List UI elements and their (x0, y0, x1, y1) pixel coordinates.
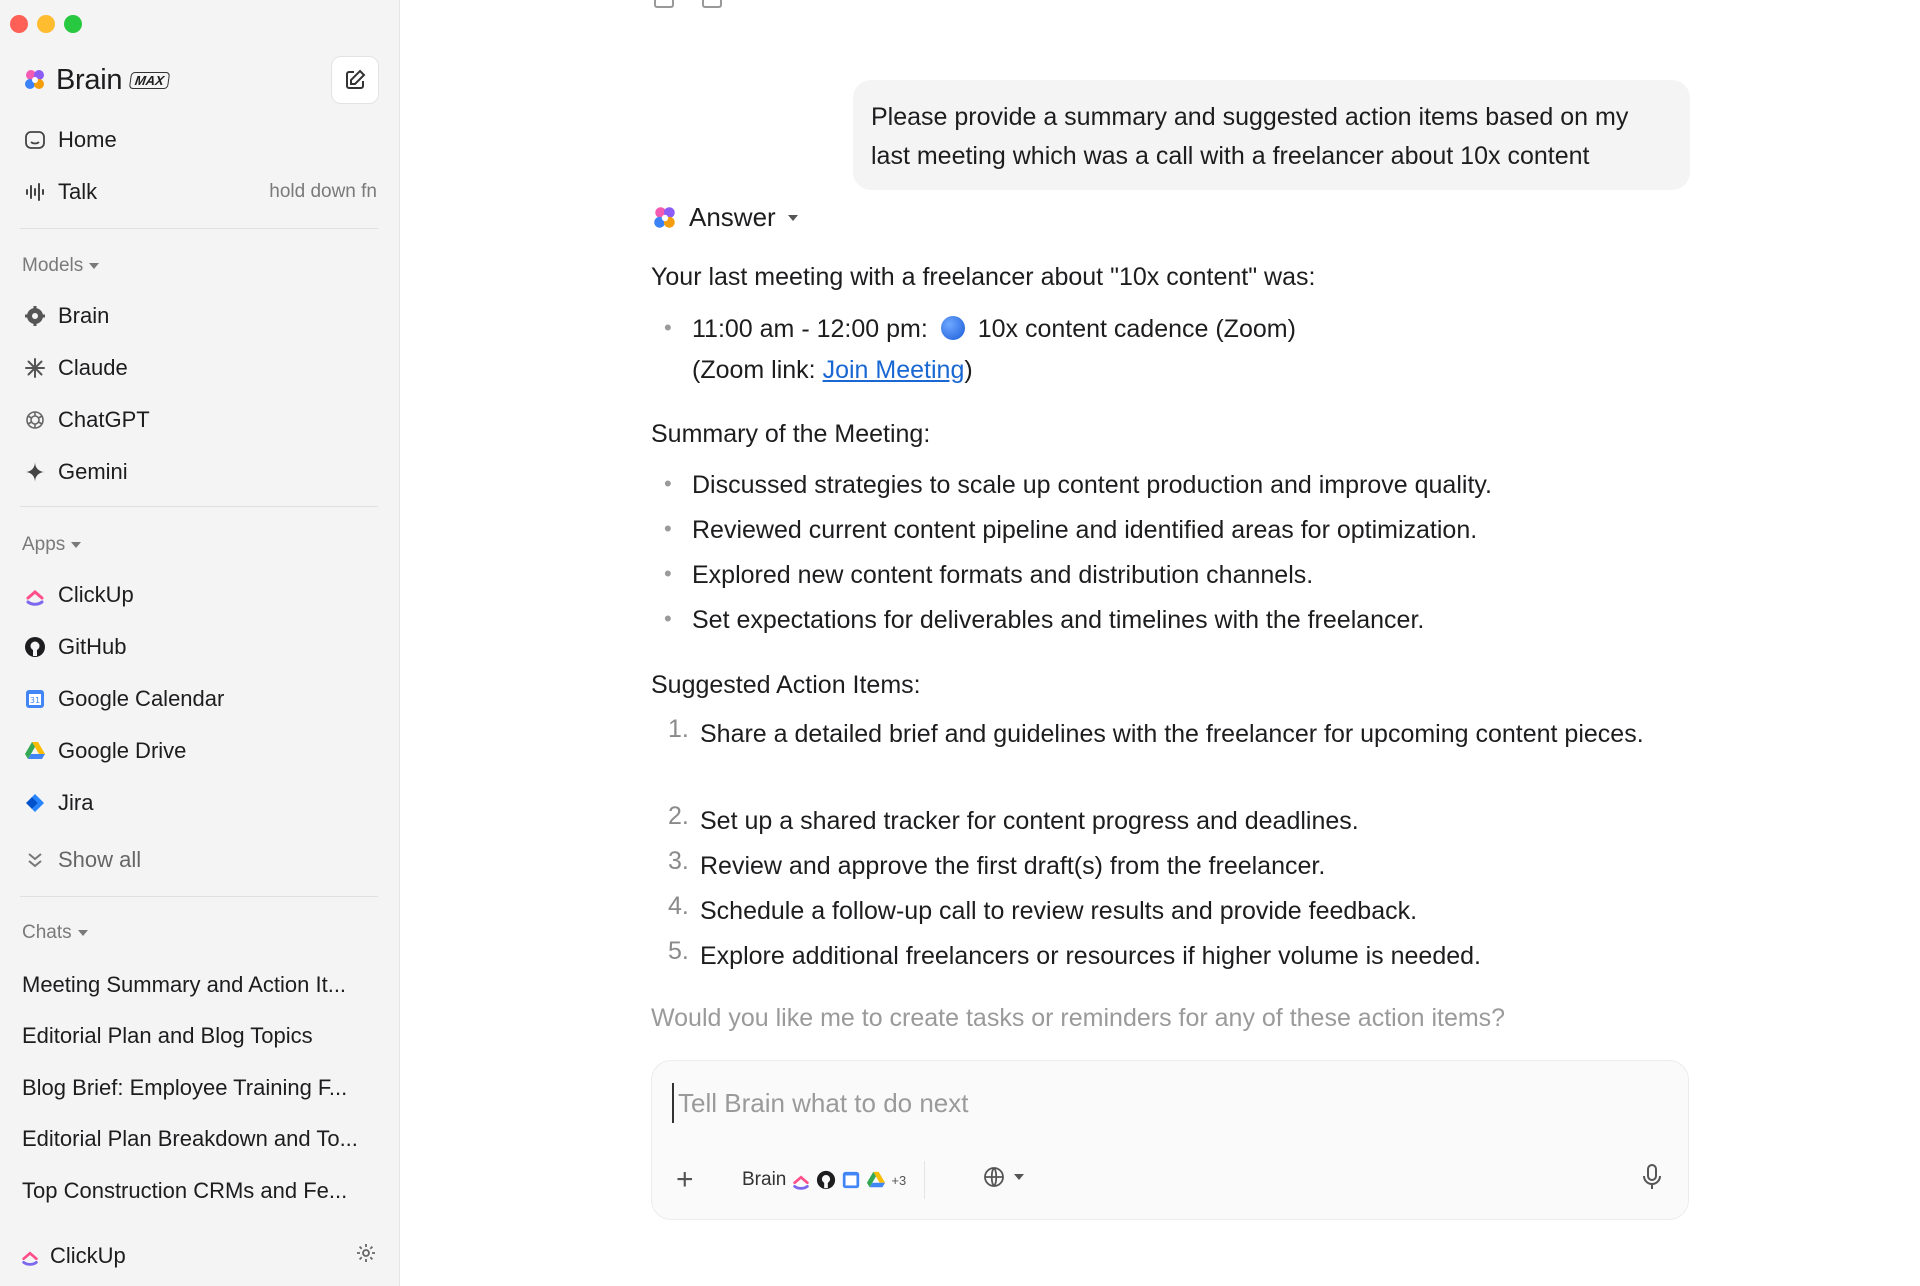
summary-item (664, 561, 1313, 590)
action-text: Share a detailed brief and guidelines with the freelancer for upcoming content pieces. (700, 720, 1644, 748)
followup-question: Would you like me to create tasks or reminders for any of these action items? (651, 1004, 1506, 1032)
web-search-toggle[interactable] (982, 1165, 1024, 1189)
waveform-icon (22, 179, 48, 205)
summary-item-text: Set expectations for deliverables and timelines with the freelancer. (692, 606, 1425, 634)
talk-shortcut-hint: hold down fn (269, 181, 377, 202)
chevron-down-icon (71, 542, 81, 548)
bullet: • (664, 516, 672, 541)
window-controls (10, 15, 82, 33)
chevron-down-icon (78, 930, 88, 936)
jira-icon (22, 790, 48, 816)
plan-badge: MAX (129, 72, 170, 89)
models-section-label: Models (22, 255, 84, 276)
chat-history-item[interactable]: Top Construction CRMs and Fe... (22, 1178, 348, 1203)
close-window-button[interactable] (10, 15, 28, 33)
summary-heading: Summary of the Meeting: (651, 420, 931, 448)
summary-item-text: Discussed strategies to scale up content production and improve quality. (692, 471, 1492, 499)
google-drive-icon (866, 1170, 886, 1190)
apps-section-toggle[interactable] (22, 534, 81, 556)
app-item-google-calendar[interactable] (22, 677, 377, 721)
sidebar-divider (20, 506, 378, 507)
globe-icon (982, 1165, 1006, 1189)
model-label: Brain (742, 1169, 787, 1190)
meeting-time: 11:00 am - 12:00 pm: (692, 315, 928, 343)
chevron-down-icon (1014, 1174, 1024, 1180)
model-item-chatgpt[interactable] (22, 398, 377, 442)
microphone-button[interactable] (1640, 1163, 1664, 1196)
brand-name: Brain (56, 63, 123, 96)
action-number: 5. (668, 937, 689, 965)
chat-history-item[interactable]: Blog Brief: Employee Training F... (22, 1075, 348, 1100)
workspace-name[interactable]: ClickUp (50, 1243, 126, 1268)
clickup-icon (22, 582, 48, 608)
action-text: Set up a shared tracker for content progress and deadlines. (700, 807, 1359, 835)
zoom-link-line (692, 356, 973, 385)
brand-header (22, 58, 379, 102)
google-calendar-icon (22, 686, 48, 712)
sidebar-divider (20, 228, 378, 229)
model-item-label: Brain (58, 303, 110, 328)
bullet: • (664, 561, 672, 586)
app-item-clickup[interactable] (22, 573, 377, 617)
answer-intro: Your last meeting with a freelancer about "10x content" was: (651, 263, 1316, 291)
svg-text:31: 31 (29, 696, 41, 705)
show-all-apps-button[interactable] (22, 838, 377, 882)
bullet: • (664, 315, 672, 340)
action-number: 4. (668, 892, 689, 920)
composer (651, 1060, 1689, 1220)
app-item-label: ClickUp (58, 582, 134, 607)
chat-history-item[interactable]: Meeting Summary and Action It... (22, 972, 347, 997)
app-item-label: Jira (58, 790, 94, 815)
actions-heading: Suggested Action Items: (651, 671, 921, 699)
extra-apps-count: +3 (891, 1172, 907, 1188)
chat-history-item[interactable]: Editorial Plan and Blog Topics (22, 1023, 313, 1048)
action-text: Schedule a follow-up call to review results and provide feedback. (700, 897, 1418, 925)
nav-home[interactable] (22, 118, 377, 162)
summary-item (664, 471, 1492, 500)
nav-talk[interactable] (22, 170, 377, 214)
action-item (668, 802, 1660, 841)
action-number: 1. (668, 715, 689, 743)
apps-section-label: Apps (22, 534, 66, 555)
action-text: Explore additional freelancers or resources if higher volume is needed. (700, 942, 1481, 970)
app-item-google-drive[interactable] (22, 729, 377, 773)
app-item-label: Google Drive (58, 738, 187, 763)
action-item (668, 892, 1660, 931)
minimize-window-button[interactable] (37, 15, 55, 33)
bullet: • (664, 471, 672, 496)
chevron-down-icon (788, 215, 798, 221)
action-text: Review and approve the first draft(s) from the freelancer. (700, 852, 1326, 880)
prompt-input[interactable] (672, 1083, 1632, 1123)
workspace-footer (20, 1236, 377, 1276)
chevron-down-icon (89, 263, 99, 269)
gear-icon[interactable] (355, 1242, 377, 1270)
answer-label: Answer (689, 202, 776, 232)
zoom-prefix: (Zoom link: (692, 356, 823, 384)
copy-icon[interactable] (654, 0, 674, 8)
clickup-icon (791, 1170, 811, 1190)
google-calendar-icon (841, 1170, 861, 1190)
app-item-github[interactable] (22, 625, 377, 669)
add-attachment-button[interactable]: + (676, 1163, 694, 1196)
microphone-icon (1640, 1163, 1664, 1191)
brain-logo-icon (651, 204, 679, 232)
github-icon (22, 634, 48, 660)
user-message-bubble: Please provide a summary and suggested action items based on my last meeting which was a call with a freelancer about 10x content (853, 80, 1690, 190)
summary-item (664, 516, 1477, 545)
sidebar-divider (20, 896, 378, 897)
clickup-icon (20, 1246, 40, 1266)
action-item (668, 937, 1660, 976)
show-all-label: Show all (58, 847, 142, 872)
summary-item (664, 606, 1424, 635)
action-number: 2. (668, 802, 689, 830)
app-item-label: Google Calendar (58, 686, 225, 711)
brain-logo-icon (22, 67, 48, 93)
model-selector[interactable] (742, 1161, 925, 1199)
chats-section-toggle[interactable] (22, 922, 88, 944)
github-icon (816, 1170, 836, 1190)
brain-gear-icon (22, 303, 48, 329)
summary-item-text: Reviewed current content pipeline and identified areas for optimization. (692, 516, 1478, 544)
edit-icon[interactable] (702, 0, 722, 8)
model-item-gemini[interactable] (22, 450, 377, 494)
calendar-color-dot (941, 316, 965, 340)
answer-header[interactable] (651, 202, 798, 233)
model-item-label: Claude (58, 355, 128, 380)
model-item-label: Gemini (58, 459, 128, 484)
models-section-toggle[interactable] (22, 255, 99, 277)
summary-item-text: Explored new content formats and distribution channels. (692, 561, 1314, 589)
app-item-jira[interactable] (22, 781, 377, 825)
nav-home-label: Home (58, 127, 117, 152)
model-item-claude[interactable] (22, 346, 377, 390)
meeting-entry (664, 315, 1296, 344)
sidebar (0, 0, 400, 1286)
app-item-label: GitHub (58, 634, 127, 659)
double-chevron-down-icon (22, 847, 48, 873)
bullet: • (664, 606, 672, 631)
model-item-label: ChatGPT (58, 407, 150, 432)
new-chat-button[interactable] (331, 56, 379, 104)
meeting-title: 10x content cadence (Zoom) (977, 315, 1296, 343)
nav-talk-label: Talk (58, 179, 98, 204)
action-number: 3. (668, 847, 689, 875)
model-item-brain[interactable] (22, 294, 377, 338)
chatgpt-icon (22, 407, 48, 433)
action-item (668, 847, 1660, 886)
zoom-suffix: ) (964, 356, 973, 384)
chat-history-item[interactable]: Editorial Plan Breakdown and To... (22, 1126, 358, 1151)
zoom-window-button[interactable] (64, 15, 82, 33)
message-actions (654, 0, 722, 8)
home-icon (22, 127, 48, 153)
claude-icon (22, 355, 48, 381)
google-drive-icon (22, 738, 48, 764)
join-meeting-link[interactable]: Join Meeting (822, 356, 965, 384)
action-item (668, 715, 1660, 754)
chats-section-label: Chats (22, 922, 72, 943)
compose-icon (344, 69, 366, 91)
gemini-icon (22, 459, 48, 485)
